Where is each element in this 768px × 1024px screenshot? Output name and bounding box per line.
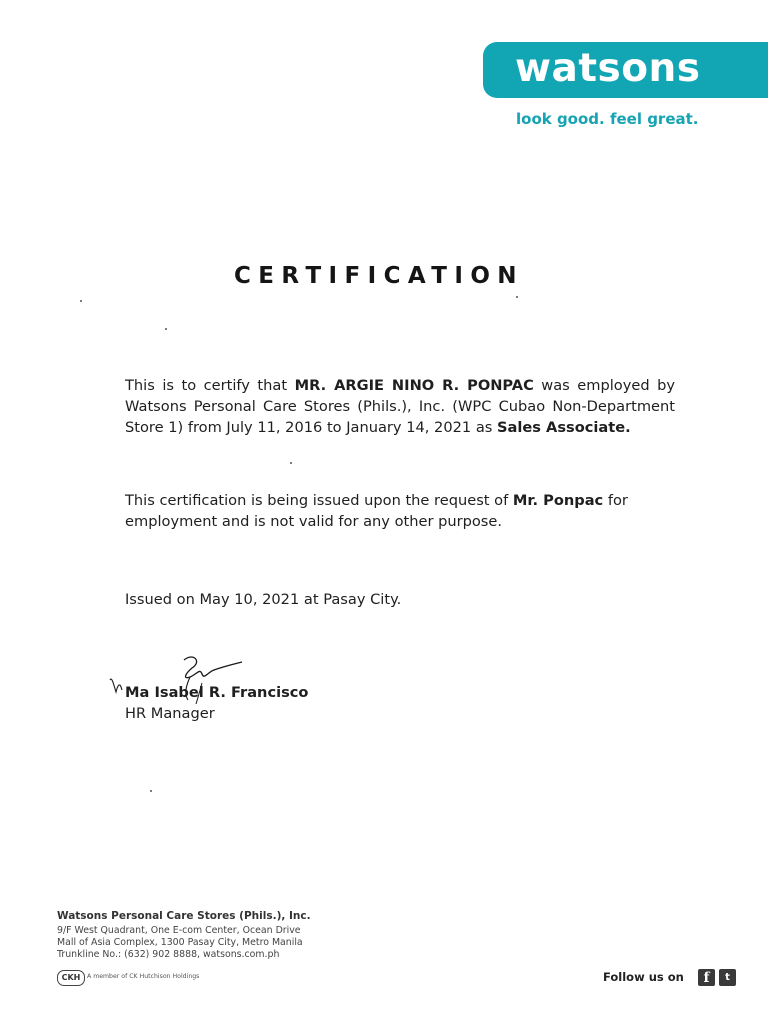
employee-position: Sales Associate. bbox=[497, 419, 631, 436]
footer-address-line: Mall of Asia Complex, 1300 Pasay City, Metro Manila bbox=[57, 937, 303, 948]
certification-paragraph bbox=[125, 375, 675, 438]
requester-name: Mr. Ponpac bbox=[512, 492, 604, 509]
footer-contact-line: Trunkline No.: (632) 902 8888, watsons.com.ph bbox=[57, 949, 280, 960]
scan-speck bbox=[290, 462, 292, 464]
purpose-paragraph bbox=[125, 490, 675, 532]
scan-speck bbox=[516, 296, 518, 298]
logo-text: watsons bbox=[515, 46, 701, 91]
follow-us-label: Follow us on bbox=[603, 970, 684, 984]
watsons-logo bbox=[483, 42, 768, 98]
paragraph2-intro: This certification is being issued upon the request of bbox=[125, 492, 513, 509]
scan-speck bbox=[150, 790, 152, 792]
paragraph2-rest: for employment and is not valid for any other purpose. bbox=[125, 492, 628, 530]
footer-address-line: 9/F West Quadrant, One E-com Center, Ocean Drive bbox=[57, 925, 301, 936]
twitter-icon[interactable]: t bbox=[719, 969, 736, 986]
document-title: CERTIFICATION bbox=[234, 263, 524, 289]
signatory-name: Ma Isabel R. Francisco bbox=[125, 684, 309, 701]
signatory-title: HR Manager bbox=[125, 705, 215, 722]
facebook-icon[interactable]: f bbox=[698, 969, 715, 986]
footer-company-name: Watsons Personal Care Stores (Phils.), Inc. bbox=[57, 910, 311, 922]
employee-name: MR. ARGIE NINO R. PONPAC bbox=[294, 377, 534, 394]
scan-speck bbox=[165, 328, 167, 330]
member-text: A member of CK Hutchison Holdings bbox=[87, 973, 200, 980]
scan-speck bbox=[80, 300, 82, 302]
ck-hutchison-logo: CKH bbox=[57, 970, 85, 986]
paragraph1-middle: was employed by Watsons Personal Care Stores (Phils.), Inc. (WPC Cubao Non-Department Store 1) from July 11, 2016 to January 14, 2021 as bbox=[125, 377, 675, 436]
brand-tagline: look good. feel great. bbox=[516, 110, 699, 128]
paragraph1-intro: This is to certify that bbox=[125, 377, 295, 394]
issued-line: Issued on May 10, 2021 at Pasay City. bbox=[125, 591, 402, 608]
